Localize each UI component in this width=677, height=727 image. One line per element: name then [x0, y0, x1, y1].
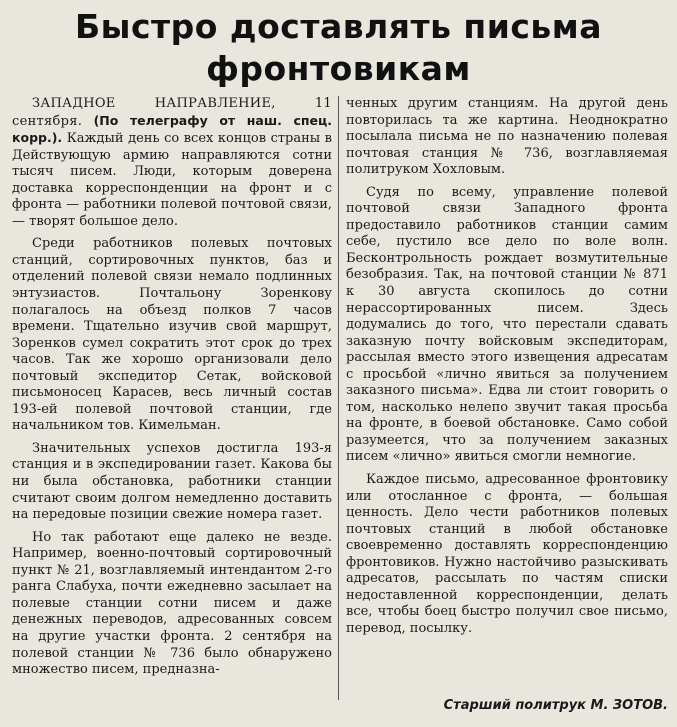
author-signature: Старший политрук М. ЗОТОВ. [443, 698, 668, 713]
telegraph-note: (По телеграфу от наш. спец. корр.). [12, 112, 332, 146]
paragraph: Среди работников полевых почтовых станций, сортировочных пунктов, баз и отделений полевой связи немало подлинных энтузиастов. Почтальону Зоренкову полагалось на объезд полков 7 часов времени. Тщательно изучив свой маршрут, Зоренков сумел сократить этот срок до трех часов. Так же хорошо организовали дело почтовый экспедитор Сетак, войсковой письмоносец Карасев, весь личный состав 193-ей полевой почтовой станции, где начальником тов. Кимельман. [12, 236, 332, 434]
column-divider [338, 96, 339, 700]
dateline: ЗАПАДНОЕ НАПРАВЛЕНИЕ, 11 сентября. [12, 96, 332, 129]
column-left [12, 96, 332, 679]
paragraph: Каждое письмо, адресованное фронтовику или отосланное с фронта, — большая ценность. Дело чести работников полевых почтовых станций в любой обстановке своевременно доставлять корреспонденцию фронтовиков. Нужно настойчиво разыскивать адресатов, рассылать по частям списки недоставленной корреспонденции, делать все, чтобы боец быстро получил свое письмо, перевод, посылку. [346, 472, 668, 636]
headline-line-2: фронтовикам [206, 49, 471, 88]
column-right [346, 96, 668, 638]
paragraph: Судя по всему, управление полевой почтовой связи Западного фронта предоставило работников станции самим себе, пустило все дело по воле волн. Бесконтрольность рождает возмутительные безобразия. Так, на почтовой станции № 871 к 30 августа скопилось до сотни нерассортированных писем. Здесь додумались до того, что перестали сдавать заказную почту войсковым экспедиторам, рассылая вместо этого извещения адресатам с просьбой «лично явиться за получением заказного письма». Едва ли стоит говорить о том, насколько нелепо звучит такая просьба на фронте, в боевой обстановке. Само собой разумеется, что за получением заказных писем «лично» явиться смогли немногие. [346, 184, 668, 465]
article-headline [0, 6, 677, 90]
headline-line-1: Быстро доставлять письма [74, 7, 603, 46]
paragraph: Но так работают еще далеко не везде. Например, военно-почтовый сортировочный пункт № 21, возглавляемый интендантом 2-го ранга Слабуха, почти ежедневно засылает на полевые станции сотни писем и даже денежных переводов, адресованных совсем на другие участки фронта. 2 сентября на полевой станции № 736 было обнаружено множество писем, предназна- [12, 529, 332, 678]
paragraph-text: Каждый день со всех концов страны в Действующую армию направляются сотни тысяч писем. Люди, которым доверена доставка корреспонденции на фронт и с фронта — работники полевой почтовой связи, — творят большое дело. [12, 131, 333, 229]
paragraph: Значительных успехов достигла 193-я станция и в экспедировании газет. Какова бы ни была обстановка, работники станции считают своим долгом немедленно доставить на передовые позиции свежие номера газет. [12, 440, 332, 523]
paragraph-continued: ченных другим станциям. На другой день повторилась та же картина. Неоднократно посылала письма не по назначению полевая почтовая станция № 736, возглавляемая политруком Хохловым. [346, 96, 668, 178]
lead-paragraph [12, 96, 332, 230]
